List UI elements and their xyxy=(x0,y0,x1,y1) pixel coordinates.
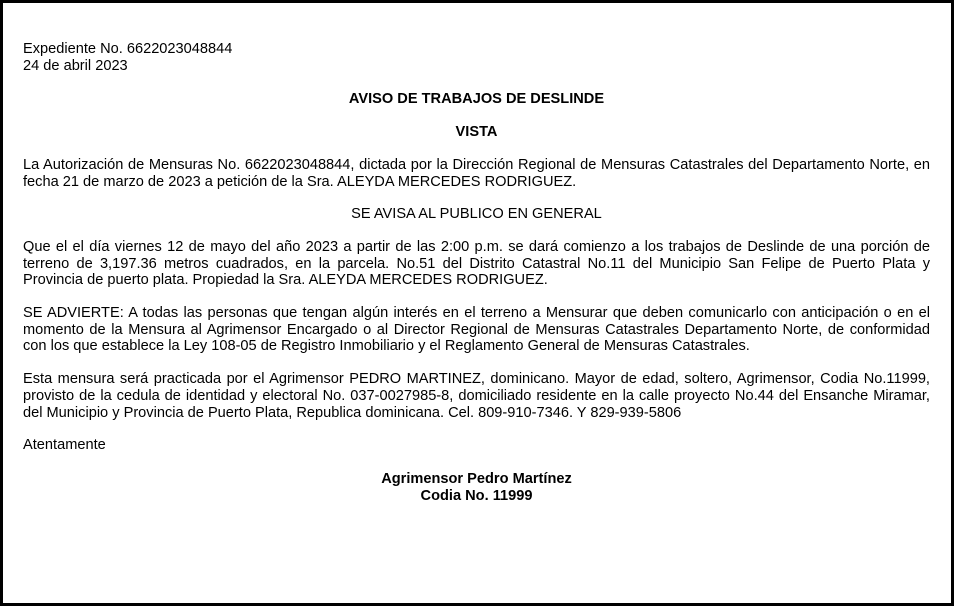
signature-codia: Codia No. 11999 xyxy=(420,487,533,504)
public-notice-heading: SE AVISA AL PUBLICO EN GENERAL xyxy=(351,206,602,223)
work-schedule-paragraph: Que el el día viernes 12 de mayo del año 2023 a partir de las 2:00 p.m. se dará comienzo a los trabajos de Deslinde de una porción de terreno de 3,197.36 metros cuadrados, en la parcela. No.51 del Distrito Catastral No.11 del Municipio San Felipe de Puerto Plata y Provincia de puerto plata. Propiedad la Sra. ALEYDA MERCEDES RODRIGUEZ. xyxy=(23,238,930,289)
notice-subtitle: VISTA xyxy=(455,124,498,141)
signature-block xyxy=(23,471,930,504)
signature-name: Agrimensor Pedro Martínez xyxy=(381,470,572,487)
surveyor-paragraph: Esta mensura será practicada por el Agrimensor PEDRO MARTINEZ, dominicano. Mayor de edad, soltero, Agrimensor, Codia No.11999, provisto de la cedula de identidad y electoral No. 037-0027985-8, domiciliado residente en la calle proyecto No.44 del Ensanche Miramar, del Municipio y Provincia de Puerto Plata, Republica dominicana. Cel. 809-910-7346. Y 829-939-5806 xyxy=(23,371,930,421)
closing-line: Atentamente xyxy=(23,437,106,454)
notice-title: AVISO DE TRABAJOS DE DESLINDE xyxy=(348,91,605,108)
header-block xyxy=(23,41,930,74)
notice-content xyxy=(23,41,930,504)
date-line: 24 de abril 2023 xyxy=(23,57,128,74)
expediente-line: Expediente No. 6622023048844 xyxy=(23,41,233,57)
authorization-paragraph: La Autorización de Mensuras No. 6622023048844, dictada por la Dirección Regional de Mensuras Catastrales del Departamento Norte, en fecha 21 de marzo de 2023 a petición de la Sra. ALEYDA MERCEDES RODRIGUEZ. xyxy=(23,156,930,190)
warning-paragraph: SE ADVIERTE: A todas las personas que tengan algún interés en el terreno a Mensurar que deben comunicarlo con anticipación o en el momento de la Mensura al Agrimensor Encargado o al Director Regional de Mensuras Catastrales Departamento Norte, de conformidad con los que establece la Ley 108-05 de Registro Inmobiliario y el Reglamento General de Mensuras Catastrales. xyxy=(23,305,930,355)
